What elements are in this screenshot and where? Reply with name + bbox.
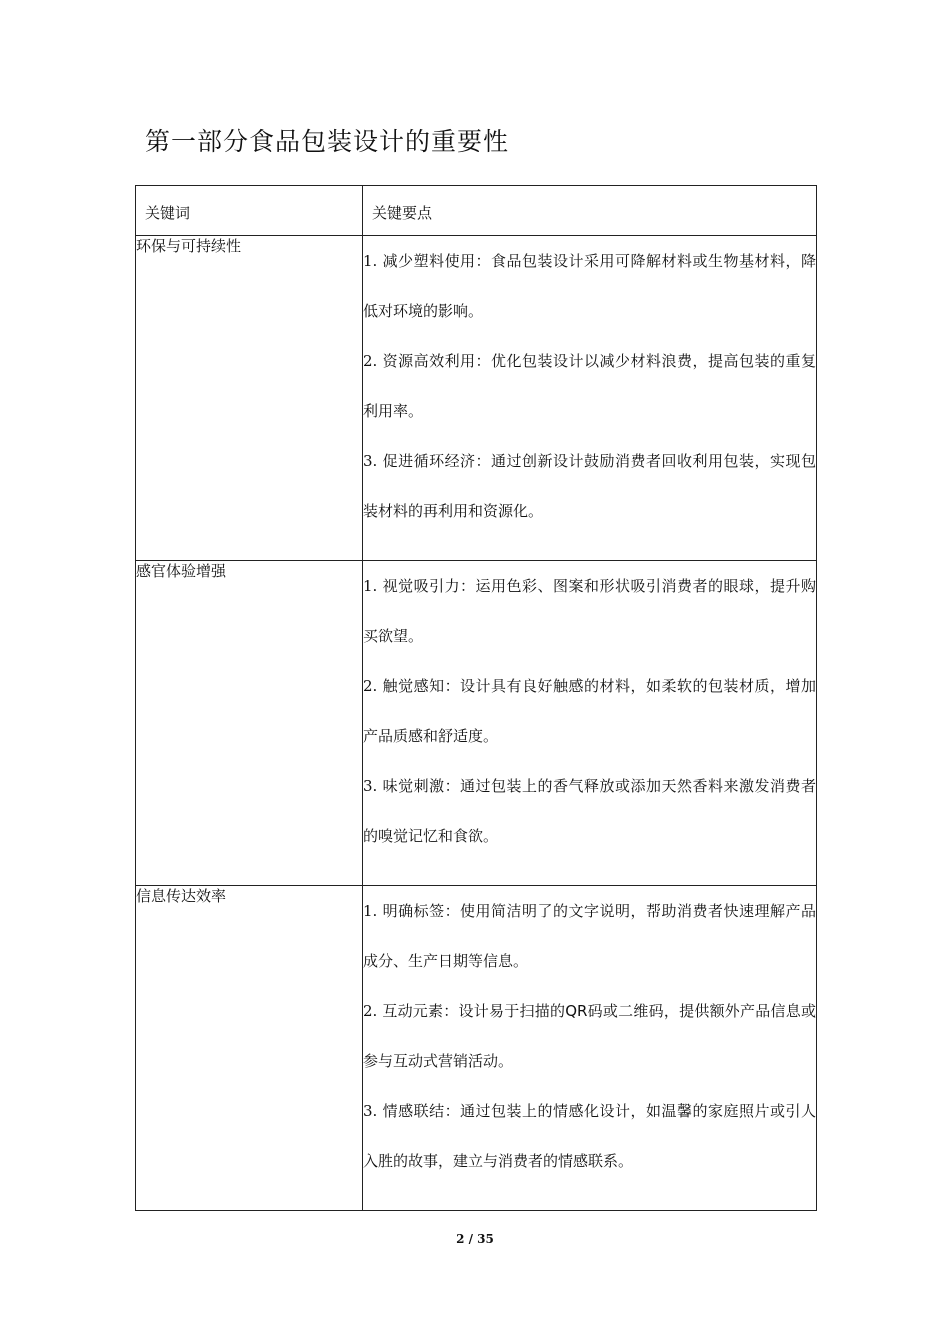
point-text: 互动元素：设计易于扫描的QR码或二维码，提供额外产品信息或参与互动式营销活动。 [363,1002,816,1070]
key-point [363,761,816,861]
key-point [363,986,816,1086]
header-keyword: 关键词 [136,186,363,236]
point-text: 明确标签：使用简洁明了的文字说明，帮助消费者快速理解产品成分、生产日期等信息。 [363,902,816,970]
row-points [363,236,817,561]
point-text: 触觉感知：设计具有良好触感的材料，如柔软的包装材质，增加产品质感和舒适度。 [363,677,816,745]
row-keyword: 环保与可持续性 [136,236,363,561]
point-number: 2. [363,352,378,370]
point-number: 3. [363,1102,378,1120]
row-points [363,561,817,886]
table-header-row [136,186,817,236]
point-text: 情感联结：通过包装上的情感化设计，如温馨的家庭照片或引人入胜的故事，建立与消费者的情感联系。 [363,1102,816,1170]
point-number: 2. [363,1002,378,1020]
point-text: 味觉刺激：通过包装上的香气释放或添加天然香料来激发消费者的嗅觉记忆和食欲。 [363,777,816,845]
table-row [136,561,817,886]
row-keyword: 信息传达效率 [136,886,363,1211]
point-number: 1. [363,902,378,920]
key-point [363,1086,816,1186]
key-point [363,336,816,436]
page-number: 2 / 35 [456,1232,494,1246]
key-point [363,561,816,661]
table-row [136,236,817,561]
key-point [363,886,816,986]
point-number: 3. [363,452,378,470]
header-key-points: 关键要点 [363,186,817,236]
key-point [363,236,816,336]
point-number: 2. [363,677,378,695]
key-point [363,436,816,536]
point-text: 视觉吸引力：运用色彩、图案和形状吸引消费者的眼球，提升购买欲望。 [363,577,816,645]
row-points [363,886,817,1211]
point-text: 减少塑料使用：食品包装设计采用可降解材料或生物基材料，降低对环境的影响。 [363,252,816,320]
keyword-table [135,185,817,1211]
point-number: 1. [363,252,378,270]
row-keyword: 感官体验增强 [136,561,363,886]
point-number: 3. [363,777,378,795]
point-number: 1. [363,577,378,595]
point-text: 促进循环经济：通过创新设计鼓励消费者回收利用包装，实现包装材料的再利用和资源化。 [363,452,816,520]
page-title: 第一部分食品包装设计的重要性 [145,127,510,156]
key-point [363,661,816,761]
table-row [136,886,817,1211]
point-text: 资源高效利用：优化包装设计以减少材料浪费，提高包装的重复利用率。 [363,352,816,420]
